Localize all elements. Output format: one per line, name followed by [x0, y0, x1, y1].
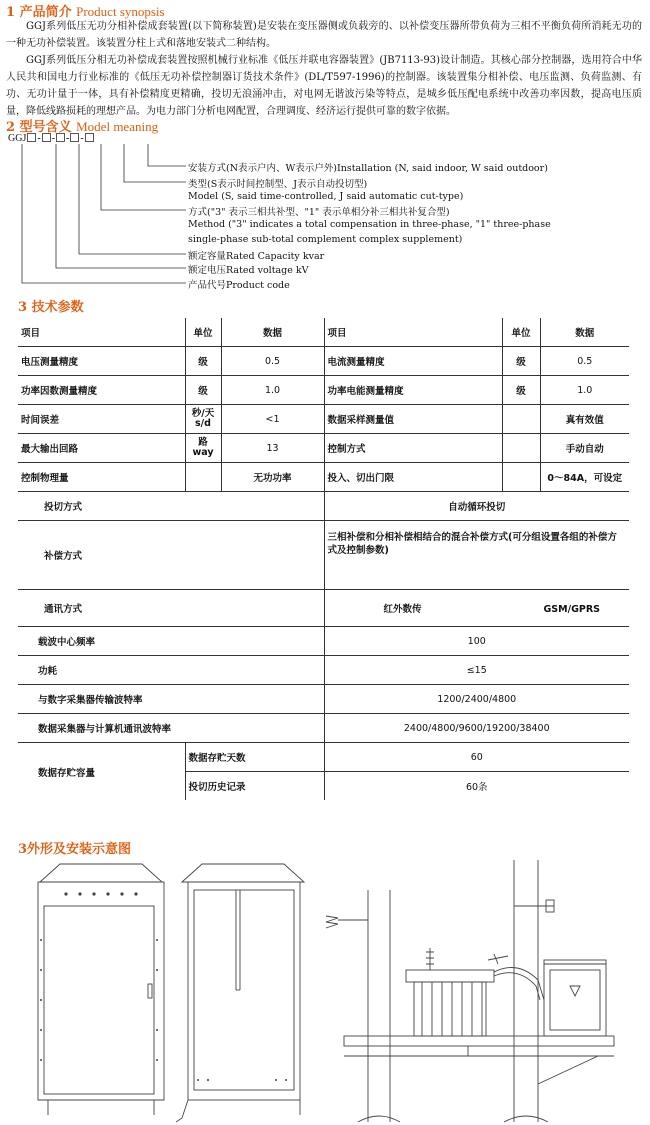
table-row: 投切历史记录 60条	[18, 772, 629, 801]
product-synopsis-text-2: GGJ系列低压分相无功补偿成套装置按照机械行业标准《低压并联电容器装置》(JB7113-93)设计制造。其核心部分控制器，选用符合中华人民共和国电力行业标准的《低压无功补偿控制器订货技术条件》(DL/T597-1996)的控制器。该装置集分相补偿、电压监测、负荷监测、有功、无功计量于一体，具有补偿精度更精确，投切无浪涌冲击，对电网无谐波污染等特点，是城乡低压配电系统中改善功率因数，提高电压质量，降低线路损耗的理想产品。为电力部门分析电网配置，合理调度、经济运行提供可靠的数字依据。	[6, 55, 642, 117]
table-row: 控制物理量 无功功率 投入、切出门限 0～84A，可设定	[18, 463, 629, 492]
table-row: 数据存贮容量 数据存贮天数 60	[18, 743, 629, 772]
model-line-method-en: Method ("3" indicates a total compensation in three-phase, "1" three-phase	[188, 219, 551, 230]
model-line-installation: 安装方式(N表示户内、W表示户外)Installation (N, said indoor, W said outdoor)	[188, 163, 548, 174]
table-header: 项目 单位 数据 项目 单位 数据	[18, 318, 629, 347]
model-line-capacity: 额定容量Rated Capacity kvar	[188, 251, 325, 262]
cabinet-front-drawing	[30, 860, 170, 1125]
section-2-heading: 2 型号含义 Model meaning	[6, 119, 159, 135]
model-code: GGJ - - - -	[8, 133, 95, 144]
table-row: 功耗 ≤15	[18, 656, 629, 685]
section-3-heading: 3 技术参数	[18, 300, 84, 315]
model-line-product-code: 产品代号Product code	[188, 280, 290, 291]
table-row: 最大输出回路 路 way 13 控制方式 手动自动	[18, 434, 629, 463]
table-row: 数据采集器与计算机通讯波特率 2400/4800/9600/19200/38400	[18, 714, 629, 743]
cabinet-interior-drawing	[176, 860, 316, 1125]
model-line-voltage: 额定电压Rated voltage kV	[188, 265, 309, 276]
section-4-heading: 3外形及安装示意图	[18, 842, 132, 857]
table-row: 功率因数测量精度 级 1.0 功率电能测量精度 级 1.0	[18, 376, 629, 405]
product-synopsis-text: GGJ系列低压无功分相补偿成套装置(以下简称装置)是安装在变压器侧或负载旁的、以补偿变压器所带负荷为三相不平衡负荷所消耗无功的一种无功补偿装置。该装置分柱上式和落地安装式二种结构。	[6, 21, 642, 49]
model-line-type-en: Model (S, said time-controlled, J said automatic cut-type)	[188, 191, 464, 202]
section-1-heading: 1 产品简介 Product synopsis	[6, 4, 165, 20]
tech-spec-table	[18, 318, 629, 800]
table-row: 电压测量精度 级 0.5 电流测量精度 级 0.5	[18, 347, 629, 376]
table-row: 与数字采集器传输波特率 1200/2400/4800	[18, 685, 629, 714]
table-row: 补偿方式 三相补偿和分相补偿相结合的混合补偿方式(可分组设置各组的补偿方式及控制参数)	[18, 521, 629, 590]
table-row: 投切方式 自动循环投切	[18, 492, 629, 521]
table-row: 载波中心频率 100	[18, 627, 629, 656]
model-code-brackets	[0, 0, 650, 300]
model-line-method-cn: 方式("3" 表示三相共补型、"1" 表示单相分补三相共补复合型)	[188, 207, 450, 218]
model-line-type-cn: 类型(S表示时间控制型、J表示自动投切型)	[188, 179, 368, 190]
model-line-method-en-2: single-phase sub-total complement complex supplement)	[188, 234, 463, 245]
table-row: 时间误差 秒/天 s/d <1 数据采样测量值 真有效值	[18, 405, 629, 434]
table-row: 通讯方式 红外数传 GSM/GPRS	[18, 590, 629, 627]
pole-installation-drawing	[318, 860, 628, 1125]
